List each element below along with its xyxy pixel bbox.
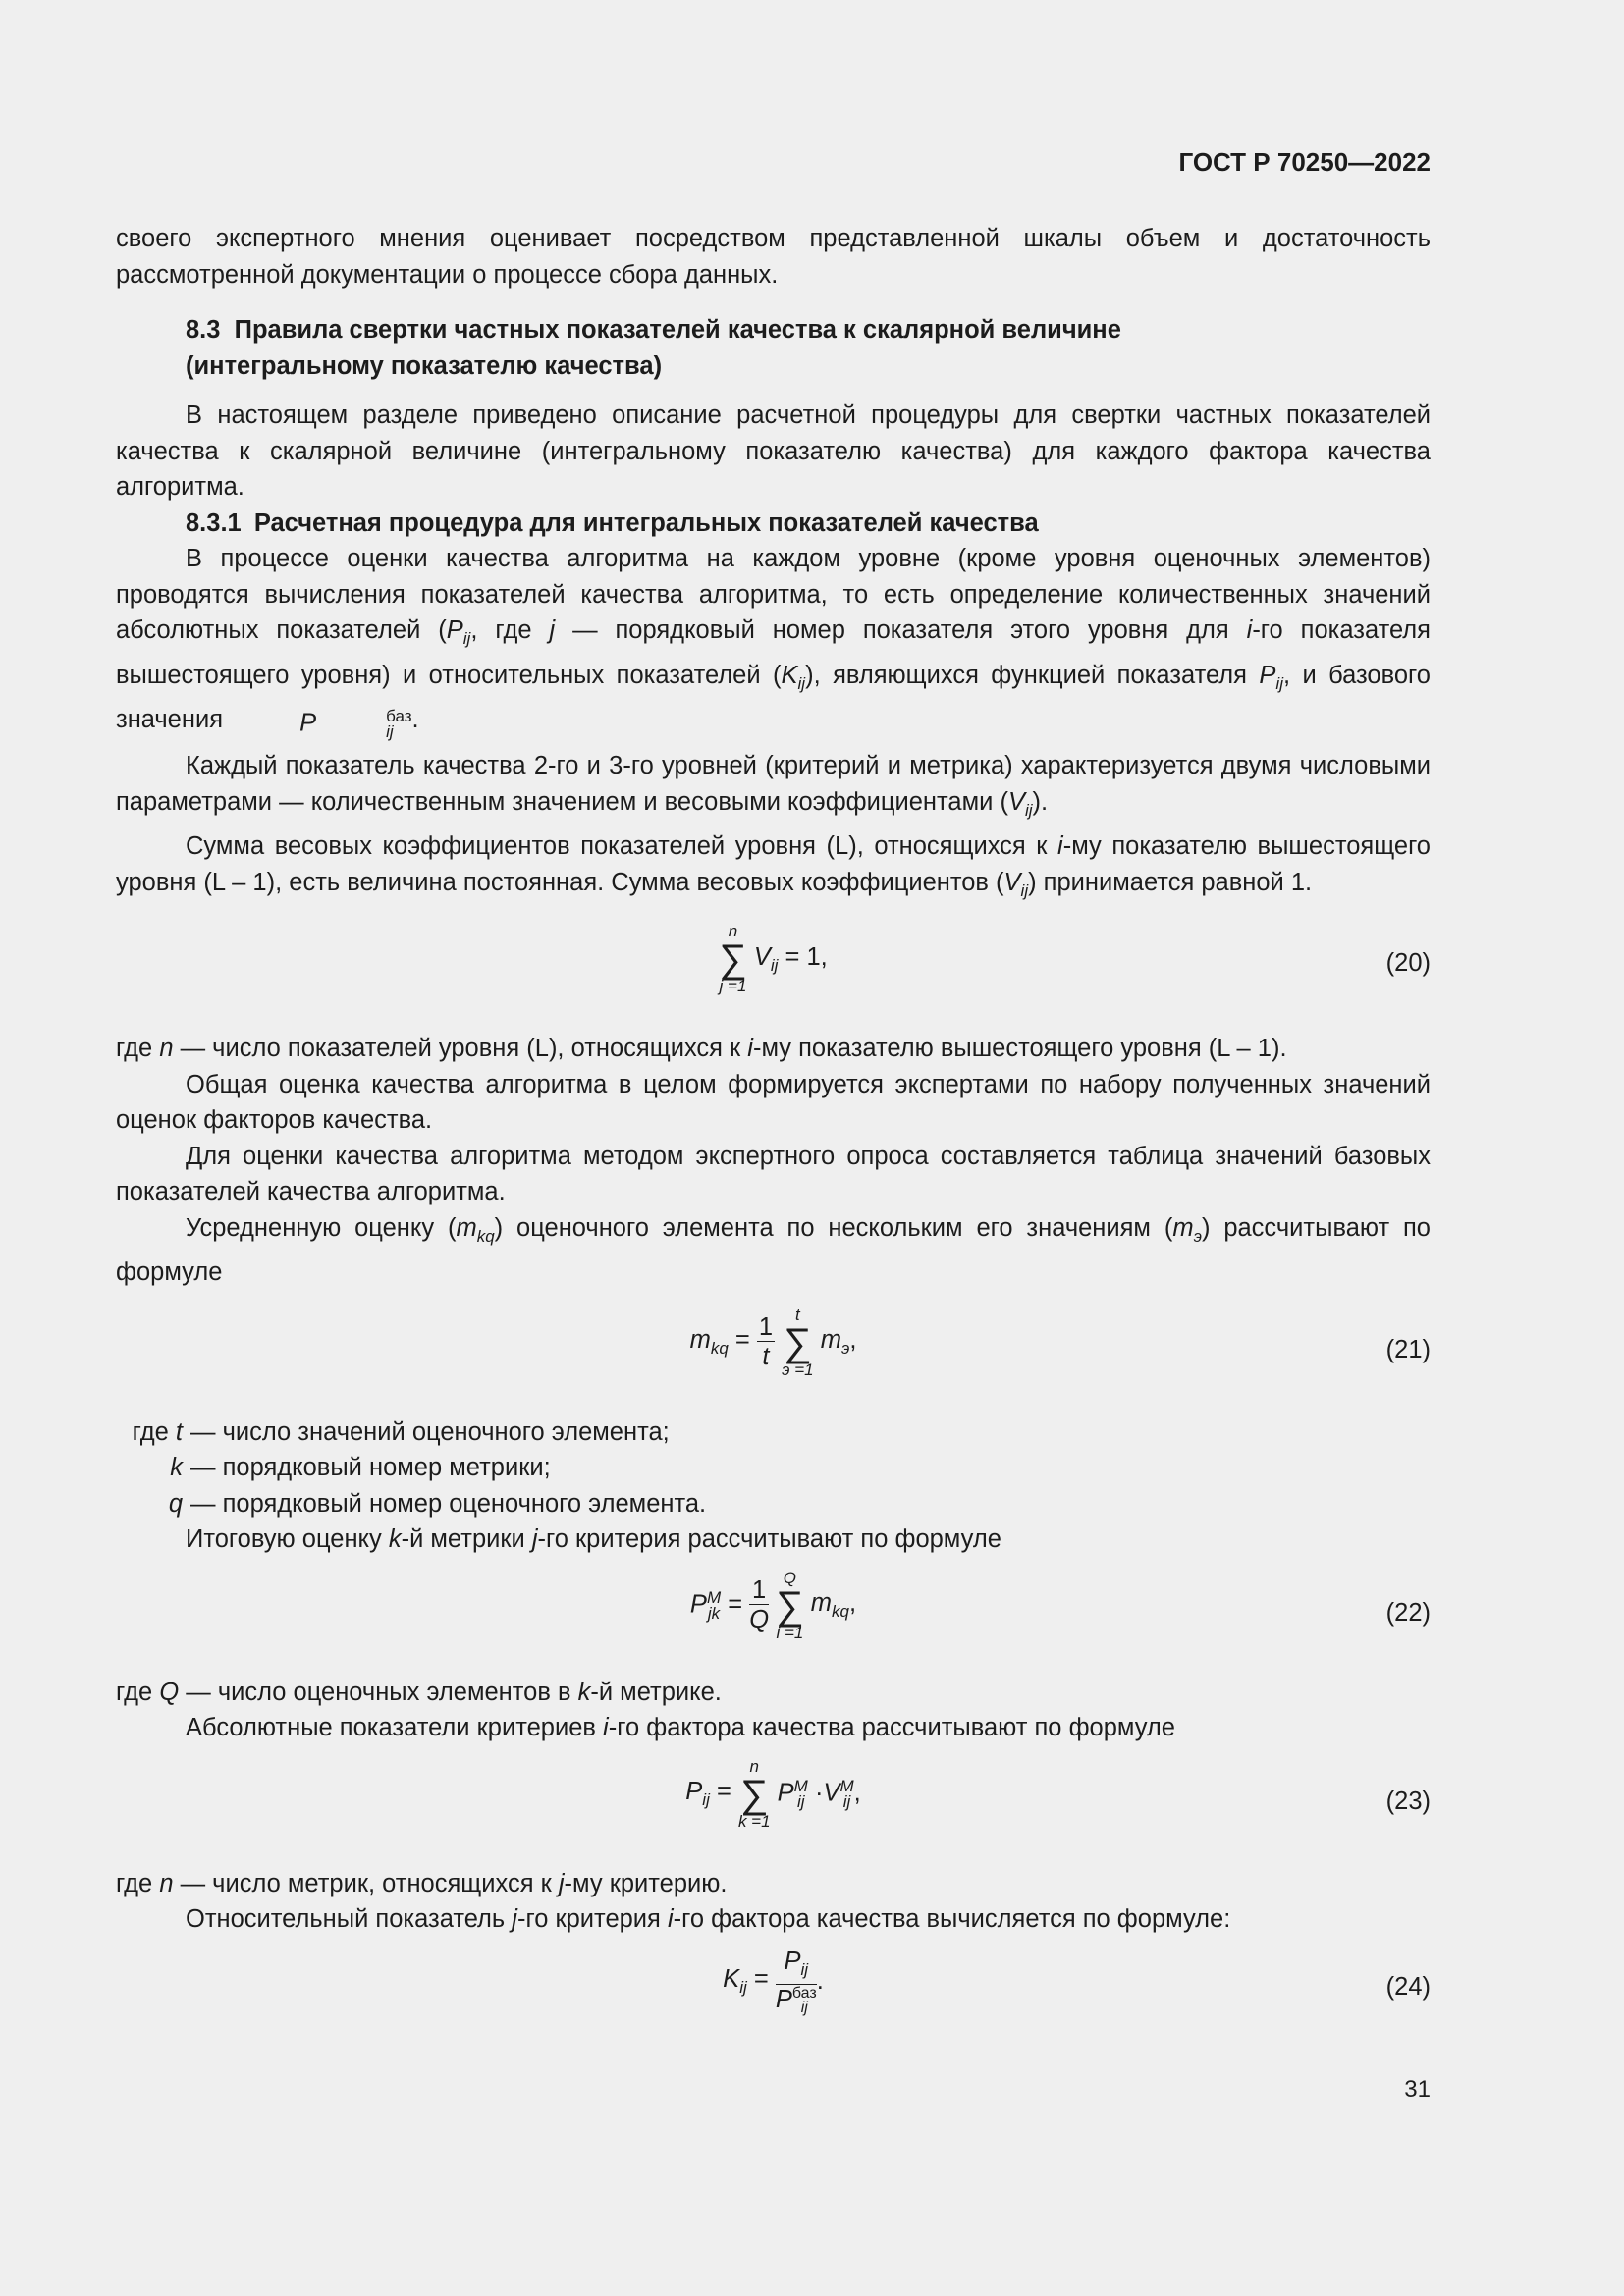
where-list-21: [116, 1415, 1431, 1522]
where-clause-20: где n — число показателей уровня (L), относящихся к i-му показателю вышестоящего уровня (L – 1).: [116, 1035, 1287, 1063]
section-heading-8-3: [116, 312, 1431, 384]
formula-number: (20): [1385, 949, 1431, 978]
paragraph-each-indicator: Каждый показатель качества 2-го и 3-го уровней (критерий и метрика) характеризуется двумя числовыми параметрами — количественным значением и весовыми коэффициентами $(V_{ij})$.: [116, 752, 1431, 820]
sum-operator: Q ∑ i =1: [776, 1568, 804, 1642]
formula-20: n ∑ j =1 $V_{ij} = 1$, (20): [719, 922, 1431, 996]
paragraph-sum-weights: Сумма весовых коэффициентов показателей уровня (L), относящихся к i-му показателю вышестоящего уровня (L – 1), есть величина постоянная. Сумма весовых коэффициентов $(V_{ij})$ принимается равной 1.: [116, 832, 1431, 900]
subsection-title: Расчетная процедура для интегральных показателей качества: [253, 508, 1039, 537]
sum-operator: t ∑ э =1: [782, 1305, 814, 1379]
document-header: ГОСТ Р 70250—2022: [1178, 147, 1431, 177]
section-title-line2: (интегральному показателю качества): [186, 351, 663, 380]
fraction: $P_{ij}$ P баз ij: [775, 1947, 817, 2017]
paragraph-relative-indicator: Относительный показатель j-го критерия i-го фактора качества вычисляется по формуле:: [186, 1905, 1231, 1934]
paragraph-intro: своего экспертного мнения оценивает посредством представленной шкалы объем и достаточность рассмотренной документации о процессе сбора данных.: [116, 225, 1431, 289]
formula-21: $m_{kq}$ = $\frac{1}{t}$ t ∑ э =1 $m_э$, (21): [689, 1305, 1431, 1379]
definition-row: q — порядковый номер оценочного элемента.: [168, 1489, 707, 1518]
document-body: [116, 221, 1431, 2042]
paragraph-calculation: В процессе оценки качества алгоритма на каждом уровне (кроме уровня оценочных элементов) проводятся вычисления показателей качества алгоритма, то есть определение количественных значений абсолютных показателей ($P_{ij}$, где j — порядковый номер показателя этого уровня для i-го показателя вышестоящего уровня) и относительных показателей $(K_{ij})$, являющихся функцией показателя $P_{ij}$, и базового значения P баз ij .: [116, 545, 1431, 742]
formula-number: (23): [1385, 1787, 1431, 1815]
section-title-line1: Правила свертки частных показателей качества к скалярной величине: [234, 316, 1121, 344]
paragraph-average-estimate: Усредненную оценку $(m_{kq})$ оценочного элемента по нескольким его значениям $(m_э)$ рассчитывают по формуле: [116, 1213, 1431, 1287]
formula-23: $P_{ij}$ = n ∑ k =1 P M ij ·V M ij , (23): [685, 1756, 1431, 1831]
page-number: 31: [1404, 2076, 1431, 2103]
paragraph-table: Для оценки качества алгоритма методом экспертного опроса составляется таблица значений базовых показателей качества алгоритма.: [116, 1142, 1431, 1206]
paragraph-absolute-indicators: Абсолютные показатели критериев i-го фактора качества рассчитывают по формуле: [186, 1714, 1175, 1742]
section-number: 8.3: [186, 316, 221, 344]
where-clause-23: где n — число метрик, относящихся к j-му критерию.: [116, 1869, 728, 1897]
formula-22: P M jk = $\frac{1}{Q}$ Q ∑ i =1 $m_{kq}$, (22): [689, 1568, 1431, 1642]
paragraph-8-3-description: В настоящем разделе приведено описание расчетной процедуры для свертки частных показателей качества к скалярной величине (интегральному показателю качества) для каждого фактора качества алгоритма.: [116, 401, 1431, 501]
formula-24: $K_{ij}$ = $P_{ij}$ P баз ij . (24): [723, 1947, 1431, 2017]
paragraph-overall-assessment: Общая оценка качества алгоритма в целом формируется экспертами по набору полученных значений оценок факторов качества.: [116, 1070, 1431, 1135]
formula-number: (24): [1385, 1972, 1431, 2001]
fraction: $\frac{1}{t}$: [758, 1313, 774, 1371]
definition-row: где t — число значений оценочного элемента;: [132, 1417, 670, 1446]
formula-number: (21): [1385, 1335, 1431, 1363]
subsection-number: 8.3.1: [186, 508, 242, 537]
sum-operator: n ∑ k =1: [737, 1756, 771, 1831]
section-heading-8-3-1: [116, 506, 1431, 542]
definition-row: k — порядковый номер метрики;: [170, 1454, 551, 1482]
sum-operator: n ∑ j =1: [719, 922, 747, 996]
paragraph-final-estimate: Итоговую оценку k-й метрики j-го критерия рассчитывают по формуле: [186, 1525, 1001, 1554]
fraction: $\frac{1}{Q}$: [749, 1576, 770, 1634]
formula-number: (22): [1385, 1598, 1431, 1627]
where-clause-22: где Q — число оценочных элементов в k-й метрике.: [116, 1678, 722, 1706]
